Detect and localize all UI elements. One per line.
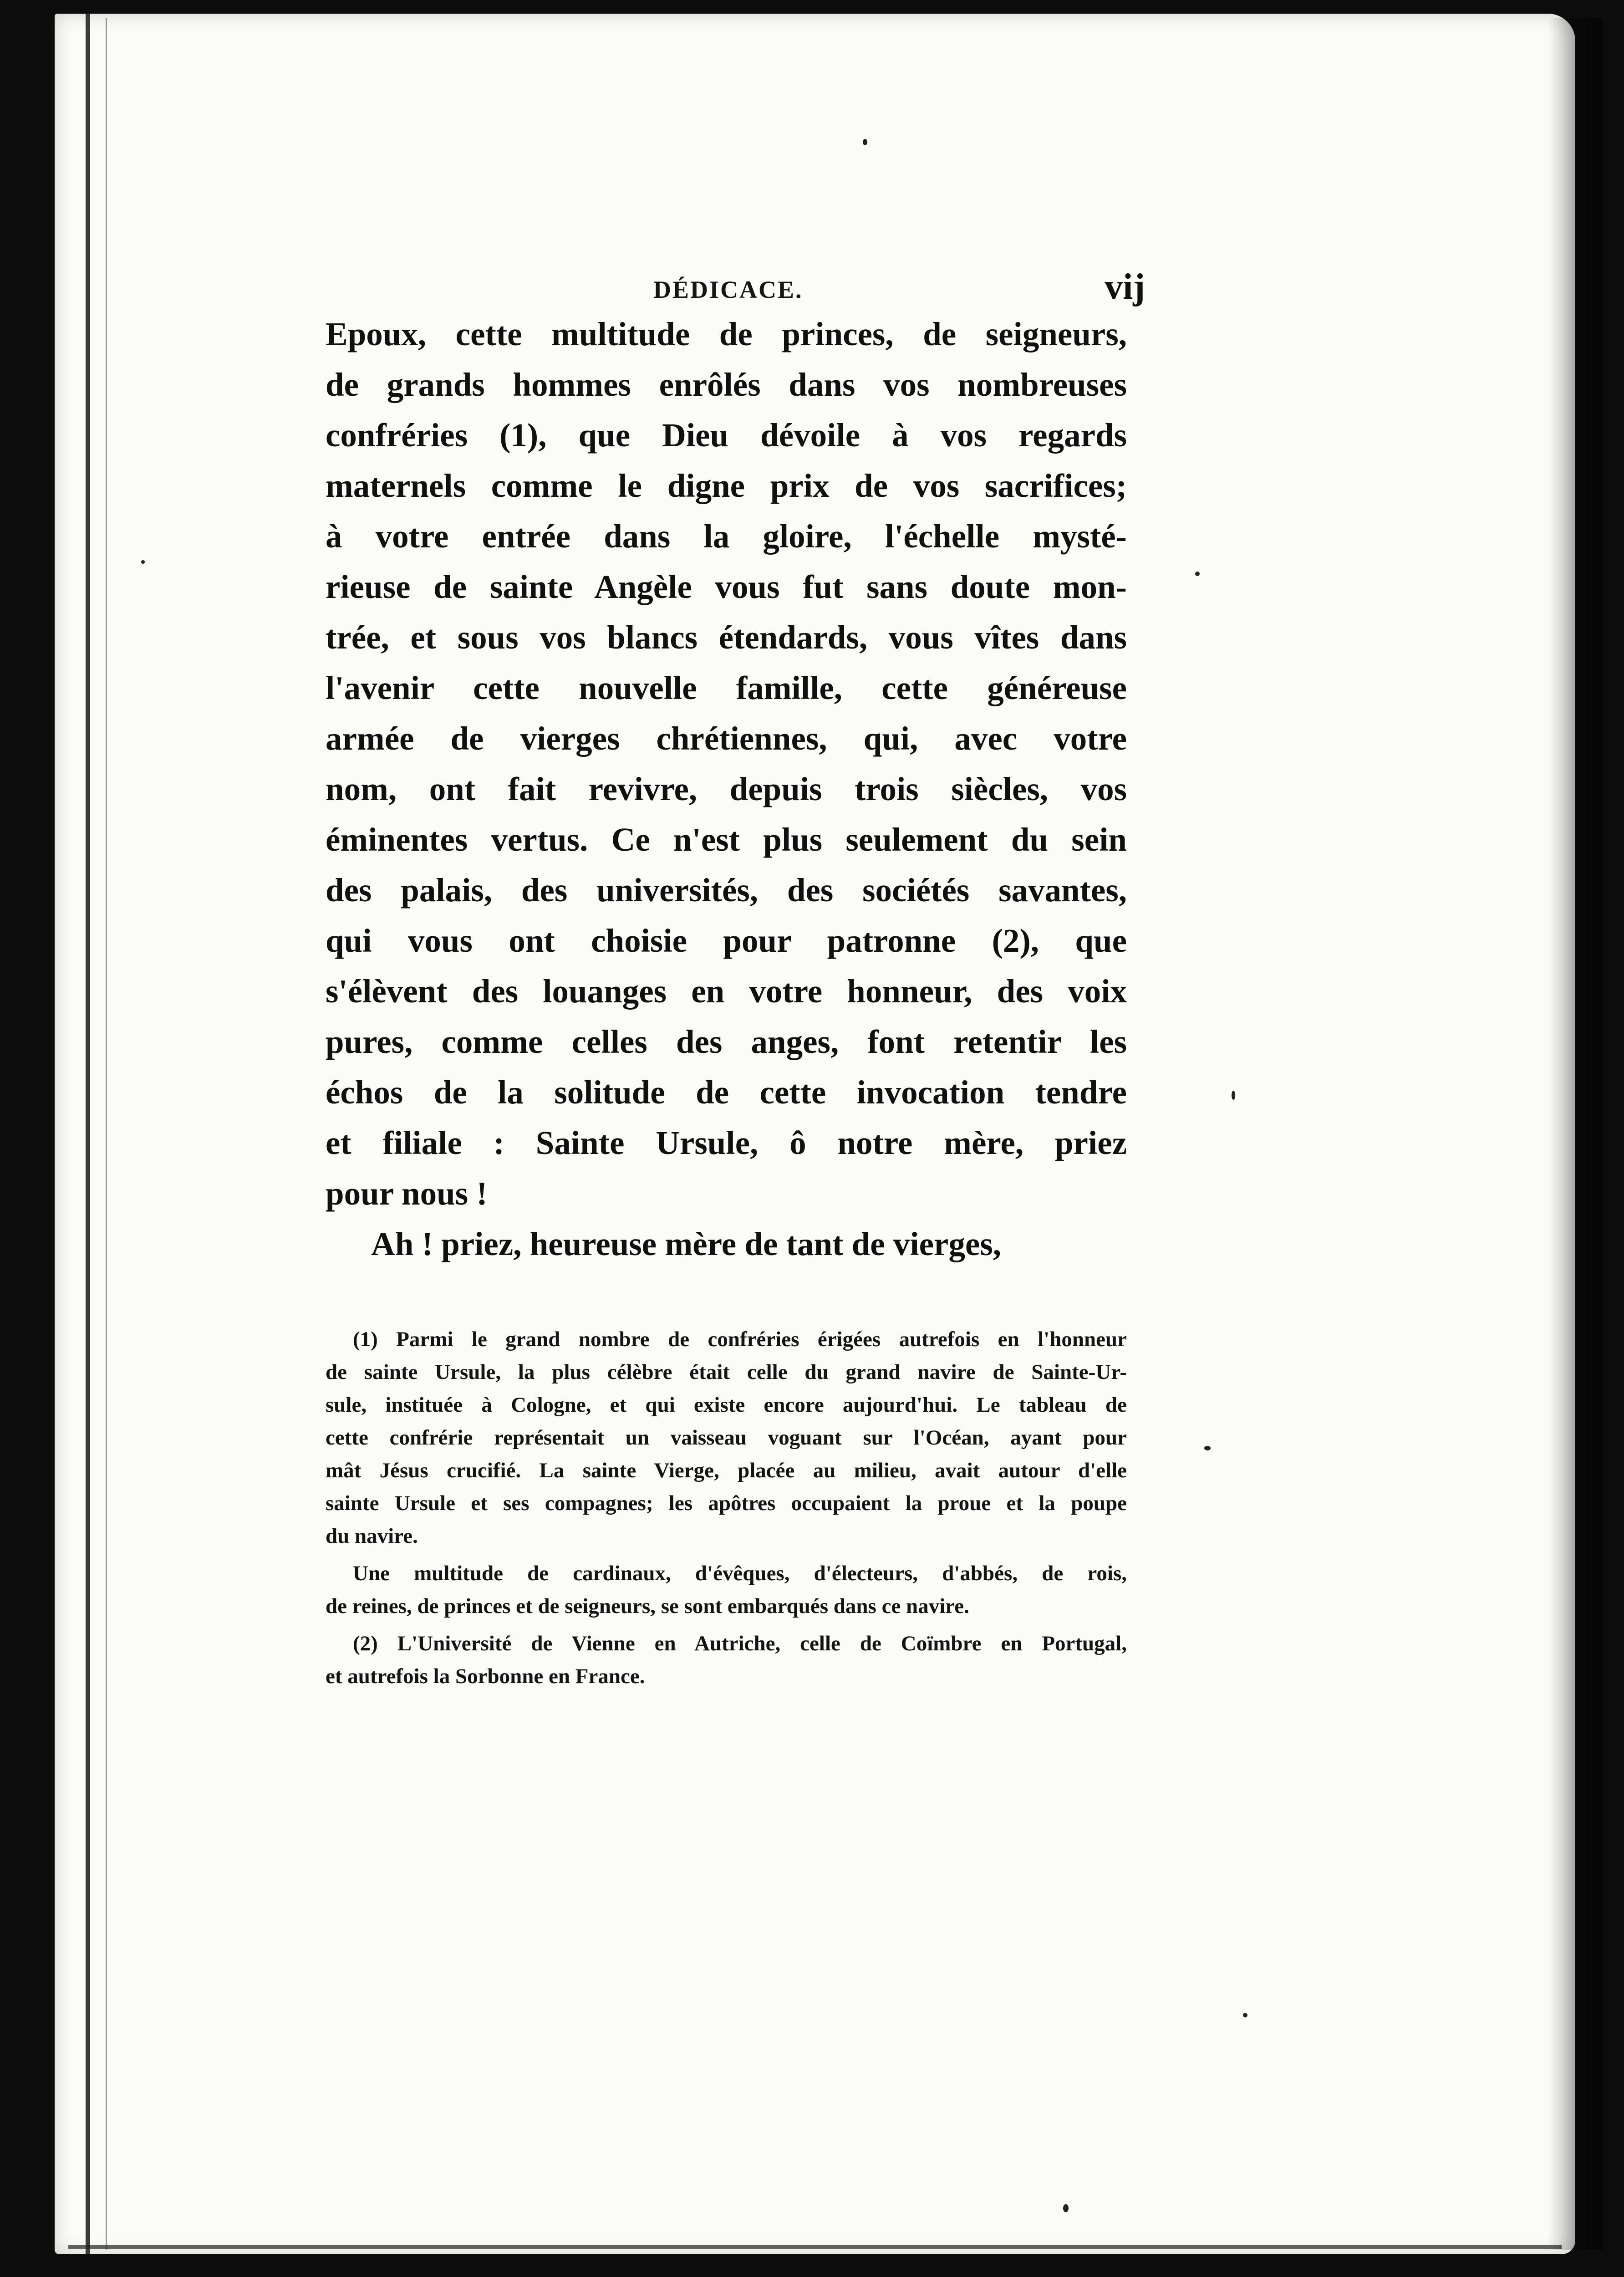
footnote-2 (326, 1627, 1127, 1693)
footnote-1-continuation (326, 1557, 1127, 1623)
text-line: l'avenir cette nouvelle famille, cette généreuse (326, 669, 1127, 706)
text-line: rieuse de sainte Angèle vous fut sans doute mon- (326, 568, 1127, 605)
footnote-line: sainte Ursule et ses compagnes; les apôtres occupaient la proue et la poupe (326, 1491, 1127, 1515)
scan-speck (863, 139, 867, 145)
binding-edge (86, 14, 90, 2254)
footnote-line: sule, instituée à Cologne, et qui existe encore aujourd'hui. Le tableau de (326, 1393, 1127, 1417)
text-line: des palais, des universités, des sociétés savantes, (326, 872, 1127, 909)
scan-speck (141, 560, 145, 564)
text-line: armée de vierges chrétiennes, qui, avec votre (326, 720, 1127, 757)
scan-speck (1232, 1091, 1235, 1100)
text-line: Ah ! priez, heureuse mère de tant de vierges, (371, 1225, 1002, 1262)
text-line: et filiale : Sainte Ursule, ô notre mère, priez (326, 1124, 1127, 1161)
page-number: vij (1105, 267, 1145, 307)
text-line: confréries (1), que Dieu dévoile à vos regards (326, 417, 1127, 454)
text-line: maternels comme le digne prix de vos sacrifices; (326, 467, 1127, 504)
text-line: s'élèvent des louanges en votre honneur, des voix (326, 973, 1127, 1010)
text-line: de grands hommes enrôlés dans vos nombreuses (326, 366, 1127, 403)
scan-speck (1204, 1446, 1211, 1450)
binding-edge-inner (106, 18, 107, 2250)
footnote-line: (1) Parmi le grand nombre de confréries érigées autrefois en l'honneur (353, 1327, 1127, 1351)
text-line: Epoux, cette multitude de princes, de seigneurs, (326, 316, 1127, 352)
scan-speck (1195, 572, 1200, 576)
footnote-line: (2) L'Université de Vienne en Autriche, celle de Coïmbre en Portugal, (353, 1632, 1127, 1655)
footnote-1 (326, 1323, 1127, 1552)
footnote-line: Une multitude de cardinaux, d'évêques, d'électeurs, d'abbés, de rois, (353, 1562, 1127, 1585)
footnotes (326, 1323, 1127, 1693)
scan-speck (1243, 2013, 1247, 2017)
text-line: pures, comme celles des anges, font retentir les (326, 1023, 1127, 1060)
footnote-line: mât Jésus crucifié. La sainte Vierge, placée au milieu, avait autour d'elle (326, 1459, 1127, 1482)
text-line: nom, ont fait revivre, depuis trois siècles, vos (326, 771, 1127, 807)
text-line: à votre entrée dans la gloire, l'échelle mysté- (326, 518, 1127, 555)
page-right-shadow (1548, 18, 1603, 2250)
main-text (326, 309, 1127, 1269)
footnote-line: du navire. (326, 1524, 418, 1548)
text-line: trée, et sous vos blancs étendards, vous vîtes dans (326, 619, 1127, 656)
text-line: qui vous ont choisie pour patronne (2), que (326, 922, 1127, 959)
text-line: pour nous ! (326, 1175, 488, 1212)
footnote-line: cette confrérie représentait un vaisseau voguant sur l'Océan, ayant pour (326, 1426, 1127, 1450)
text-line: échos de la solitude de cette invocation tendre (326, 1074, 1127, 1111)
text-line: éminentes vertus. Ce n'est plus seulement du sein (326, 821, 1127, 858)
footnote-line: et autrefois la Sorbonne en France. (326, 1664, 645, 1688)
running-head: DÉDICACE. (653, 276, 803, 303)
footnote-line: de reines, de princes et de seigneurs, se sont embarqués dans ce navire. (326, 1594, 969, 1618)
scan-speck (1063, 2204, 1069, 2212)
page-bottom-edge (68, 2245, 1562, 2249)
footnote-line: de sainte Ursule, la plus célèbre était celle du grand navire de Sainte-Ur- (326, 1360, 1127, 1384)
